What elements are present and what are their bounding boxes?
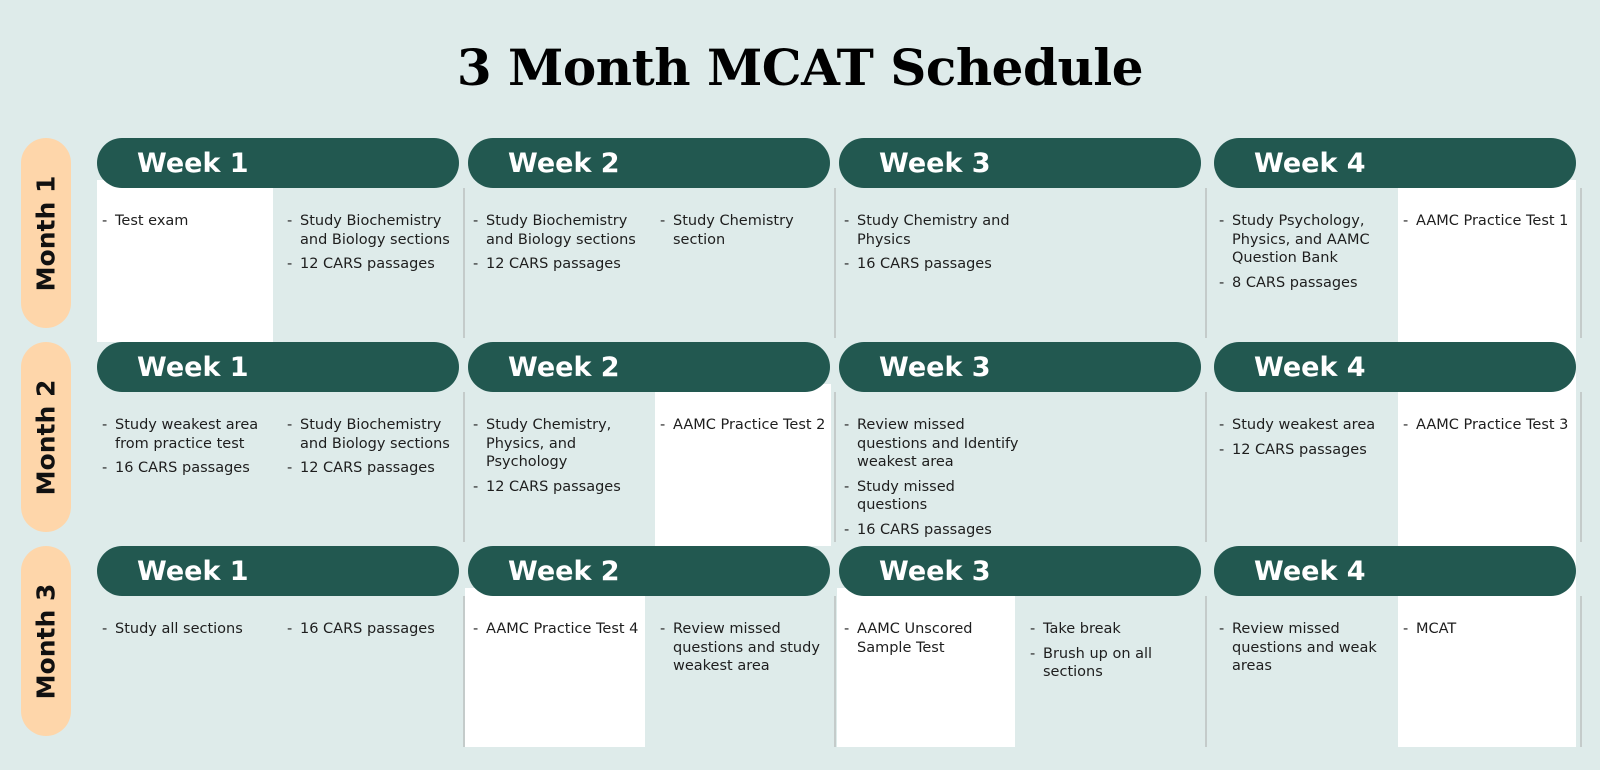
task-item: - AAMC Unscored Sample Test — [844, 620, 1029, 657]
task-item: - Study Chemistry and Physics — [844, 212, 1029, 249]
task-item: - 12 CARS passages — [287, 255, 462, 274]
task-list-left — [102, 620, 272, 645]
task-list-left — [473, 212, 651, 280]
week-header: Week 3 — [839, 342, 1201, 392]
divider — [1580, 596, 1582, 747]
task-list-left — [102, 416, 272, 484]
task-item: - 16 CARS passages — [102, 459, 272, 478]
task-list-right — [1403, 416, 1573, 441]
task-item: - Study Biochemistry and Biology sections — [287, 212, 462, 249]
task-item: - AAMC Practice Test 3 — [1403, 416, 1573, 435]
task-list-right — [660, 416, 830, 441]
task-item: - 16 CARS passages — [844, 521, 1029, 540]
divider — [1580, 392, 1582, 542]
task-item: - AAMC Practice Test 2 — [660, 416, 830, 435]
test-day-bg-m1w1 — [97, 180, 273, 342]
task-list-right — [287, 416, 462, 484]
week-header: Week 3 — [839, 138, 1201, 188]
divider — [463, 188, 465, 338]
task-item: - Brush up on all sections — [1030, 645, 1200, 682]
month-3-label: Month 3 — [21, 546, 71, 736]
task-item: - Study weakest area — [1219, 416, 1397, 435]
task-list-right — [660, 620, 830, 682]
task-list-left — [1219, 212, 1397, 298]
divider — [1205, 188, 1207, 338]
task-item: - 16 CARS passages — [287, 620, 462, 639]
task-item: - Study Biochemistry and Biology sections — [287, 416, 462, 453]
divider — [463, 596, 465, 747]
task-item: - Review missed questions and weak areas — [1219, 620, 1397, 676]
task-list-left — [102, 212, 272, 237]
task-item: - Study Psychology, Physics, and AAMC Question Bank — [1219, 212, 1397, 268]
task-list-right — [660, 212, 830, 255]
task-list-right — [1403, 212, 1573, 237]
page-title: 3 Month MCAT Schedule — [456, 38, 1144, 97]
task-list-left — [844, 416, 1029, 545]
task-list-right — [1030, 620, 1200, 688]
task-list-right — [287, 620, 462, 645]
task-item: - Study all sections — [102, 620, 272, 639]
test-day-bg-w4-column — [1398, 180, 1576, 747]
task-item: - Take break — [1030, 620, 1200, 639]
task-item: - Study Biochemistry and Biology sections — [473, 212, 651, 249]
week-header: Week 1 — [97, 546, 459, 596]
week-header: Week 2 — [468, 342, 830, 392]
task-list-left — [473, 620, 651, 645]
task-item: - Study missed questions — [844, 478, 1029, 515]
week-header: Week 2 — [468, 546, 830, 596]
test-day-bg-m3w3 — [837, 588, 1015, 747]
month-1-label: Month 1 — [21, 138, 71, 328]
task-list-left — [844, 212, 1029, 280]
task-item: - 12 CARS passages — [473, 478, 651, 497]
week-header: Week 1 — [97, 342, 459, 392]
task-item: - 12 CARS passages — [473, 255, 651, 274]
task-item: - MCAT — [1403, 620, 1573, 639]
task-item: - Review missed questions and study weakest area — [660, 620, 830, 676]
week-header: Week 4 — [1214, 138, 1576, 188]
task-item: - 8 CARS passages — [1219, 274, 1397, 293]
task-item: - 12 CARS passages — [287, 459, 462, 478]
test-day-bg-m2w2 — [655, 384, 831, 546]
task-item: - AAMC Practice Test 4 — [473, 620, 651, 639]
divider — [463, 392, 465, 542]
task-item: - AAMC Practice Test 1 — [1403, 212, 1573, 231]
divider — [834, 596, 836, 747]
task-item: - Study Chemistry section — [660, 212, 830, 249]
task-list-left — [473, 416, 651, 502]
task-item: - 12 CARS passages — [1219, 441, 1397, 460]
task-list-right — [287, 212, 462, 280]
task-item: - Review missed questions and Identify weakest area — [844, 416, 1029, 472]
task-list-left — [844, 620, 1029, 663]
week-header: Week 1 — [97, 138, 459, 188]
week-header: Week 4 — [1214, 546, 1576, 596]
divider — [1205, 392, 1207, 542]
divider — [1580, 188, 1582, 338]
divider — [834, 392, 836, 542]
test-day-bg-m3w2 — [465, 588, 645, 747]
task-item: - Test exam — [102, 212, 272, 231]
divider — [1205, 596, 1207, 747]
task-item: - Study weakest area from practice test — [102, 416, 272, 453]
divider — [834, 188, 836, 338]
week-header: Week 3 — [839, 546, 1201, 596]
week-header: Week 2 — [468, 138, 830, 188]
week-header: Week 4 — [1214, 342, 1576, 392]
task-item: - Study Chemistry, Physics, and Psychology — [473, 416, 651, 472]
task-list-right — [1403, 620, 1573, 645]
task-list-left — [1219, 416, 1397, 465]
task-item: - 16 CARS passages — [844, 255, 1029, 274]
month-2-label: Month 2 — [21, 342, 71, 532]
task-list-left — [1219, 620, 1397, 682]
